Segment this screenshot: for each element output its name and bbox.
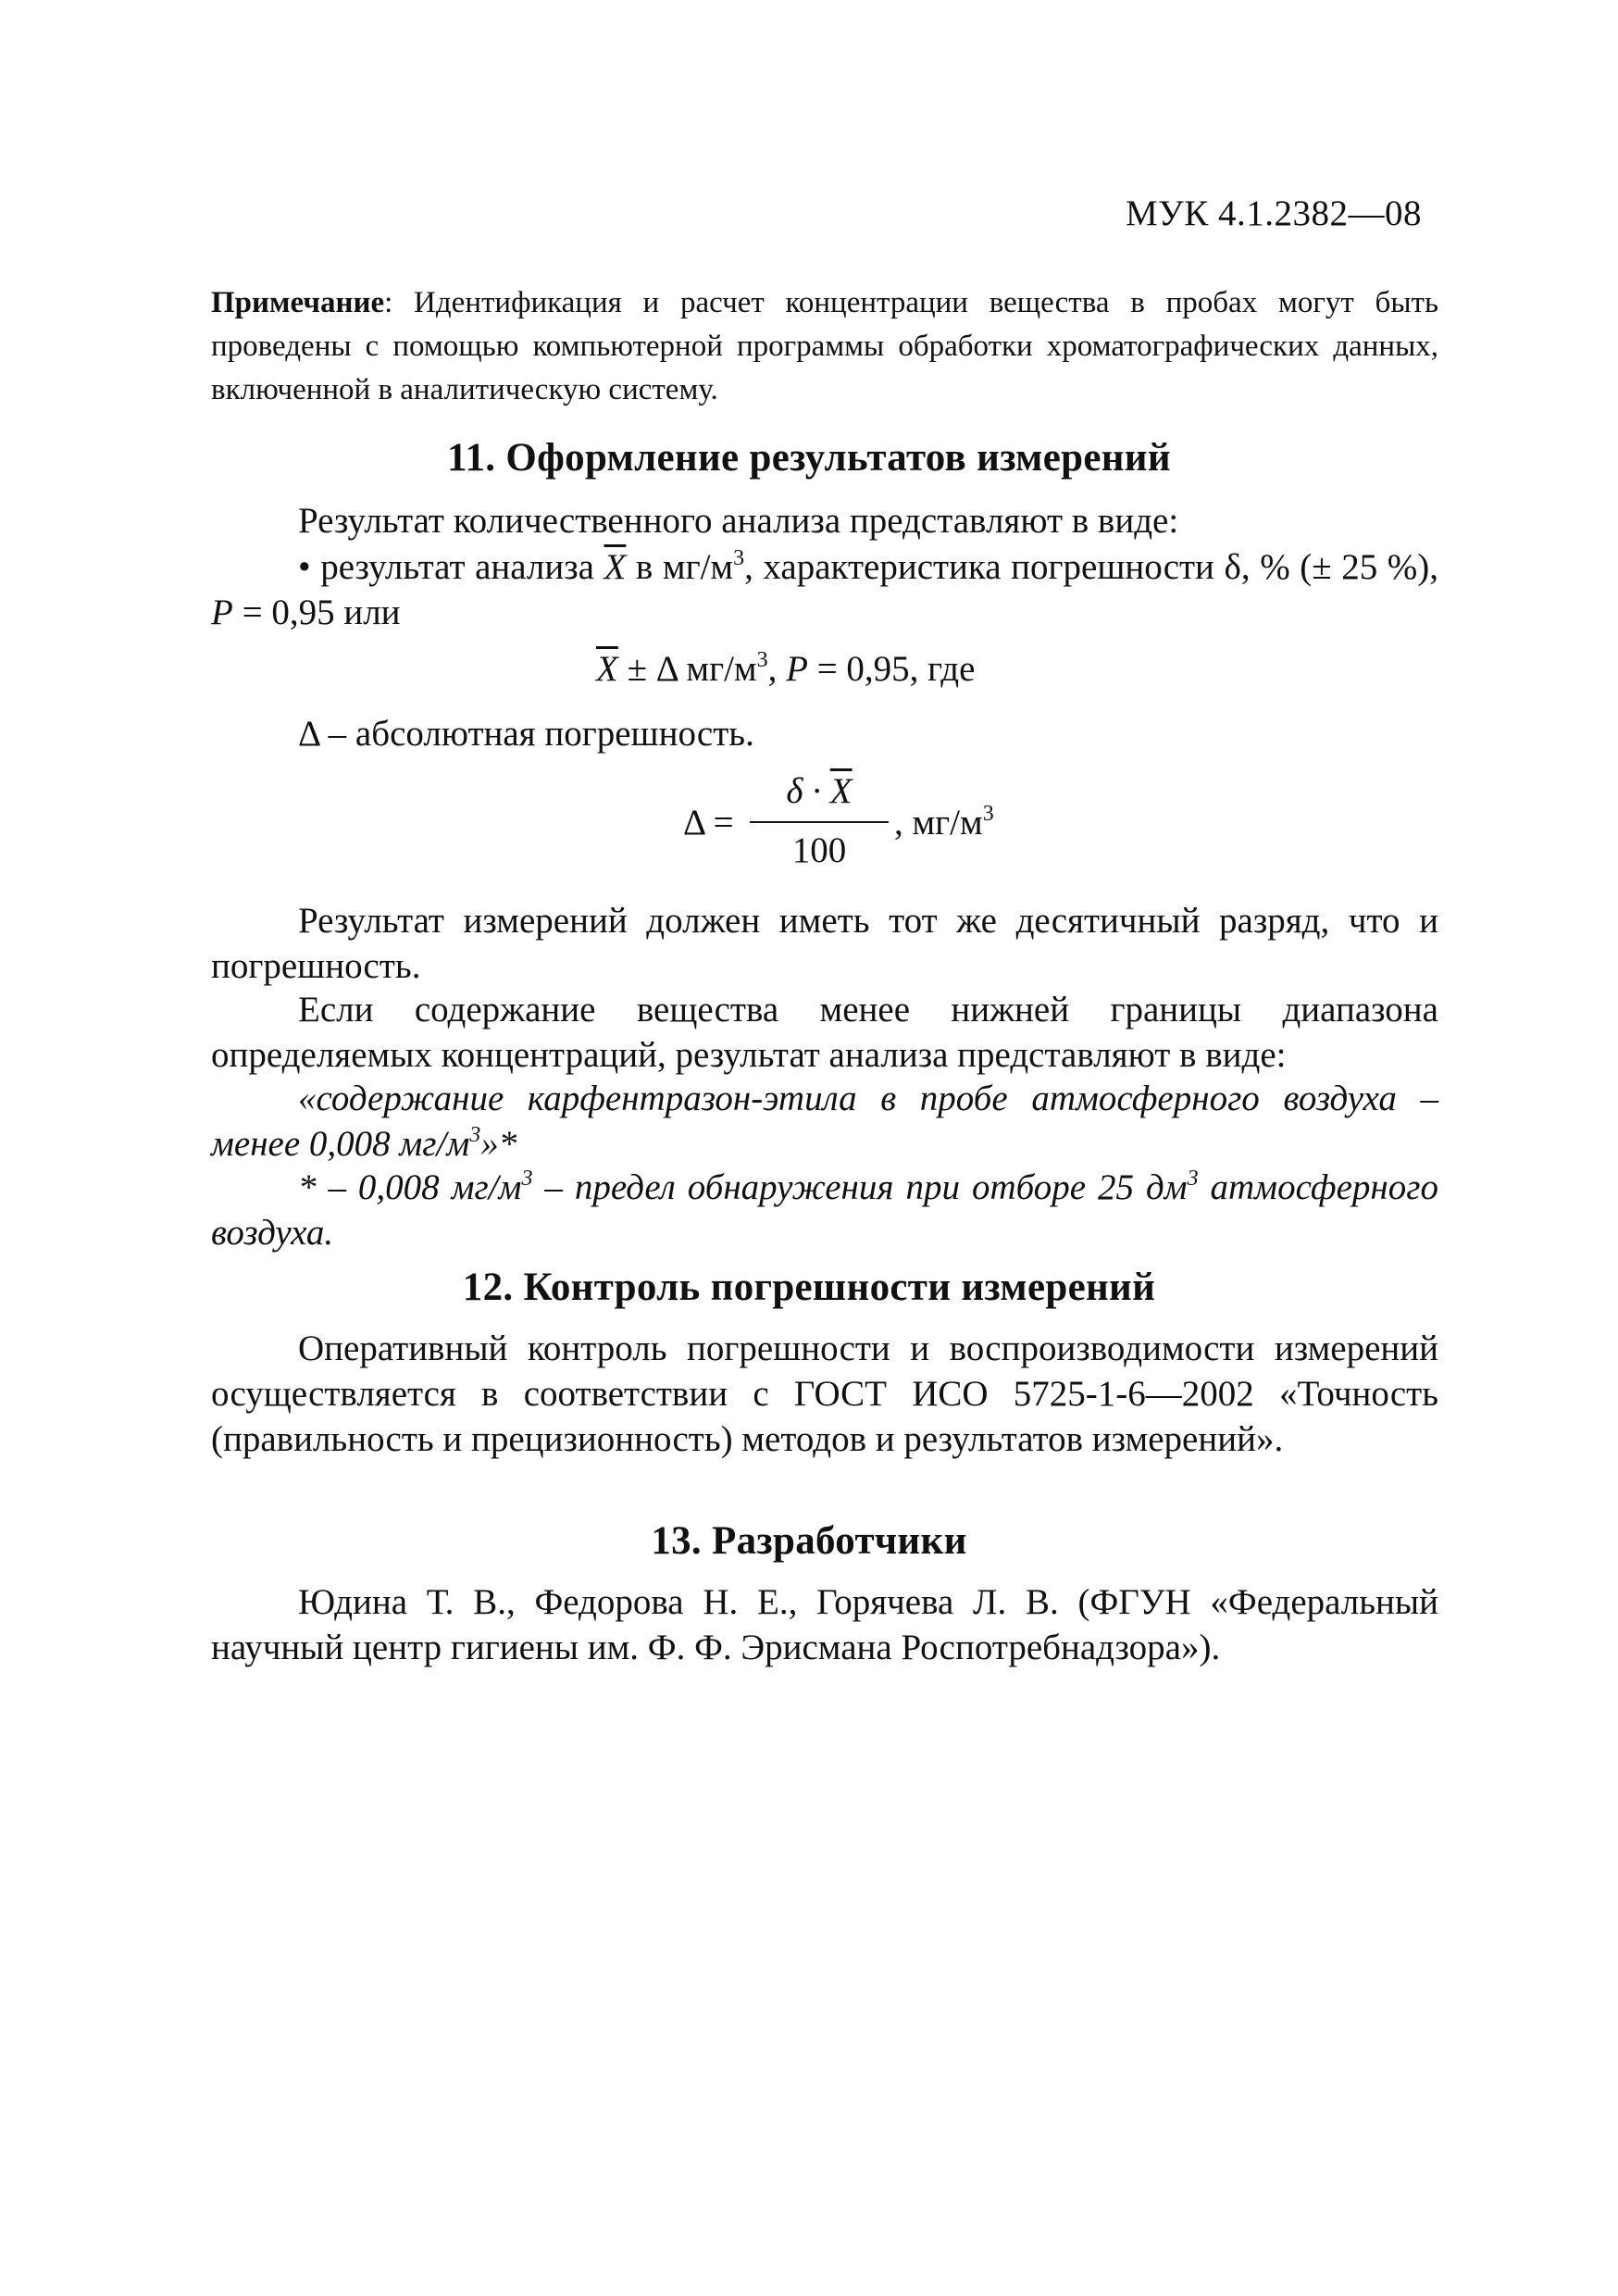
mean-x-symbol: $\overline{X}$: [604, 547, 627, 587]
section-13-text: Юдина Т. В., Федорова Н. Е., Горячева Л. В. (ФГУН «Федеральный научный центр гигиены им. Ф. Ф. Эрисмана Роспотребнадзора»).: [211, 1582, 1438, 1667]
footnote-text-c: атмосферного воздуха.: [211, 1167, 1438, 1253]
eq-mean-x: $\overline{X}$: [596, 649, 618, 689]
document-code: МУК 4.1.2382—08: [1125, 193, 1422, 233]
formula-num-delta: δ ·: [786, 771, 830, 811]
bullet-unit-exponent: 3: [733, 546, 745, 570]
eq-text-b: ,: [767, 649, 787, 689]
result-format-bullet: [211, 544, 1438, 635]
bullet-text-d: = 0,95 или: [232, 593, 401, 632]
bullet-text-a: • результат анализа: [298, 547, 604, 587]
eq-p-symbol: P: [786, 649, 808, 689]
delta-definition: Δ – абсолютная погрешность.: [298, 714, 754, 754]
section-11-intro: Результат количественного анализа представляют в виде:: [298, 501, 1179, 541]
section-13-heading: 13. Разработчики: [651, 1519, 967, 1563]
precision-rule: Результат измерений должен иметь тот же десятичный разряд, что и погрешность.: [211, 901, 1438, 986]
formula-numerator: [750, 770, 889, 812]
note-paragraph: [211, 281, 1438, 412]
result-equation: [596, 648, 975, 690]
bullet-text-c: , характеристика погрешности δ, % (± 25 %),: [744, 547, 1438, 587]
section-12-text: Оперативный контроль погрешности и воспроизводимости измерений осуществляется в соответствии с ГОСТ ИСО 5725-1-6—2002 «Точность (правильность и прецизионность) методов и результатов измерений».: [211, 1329, 1438, 1459]
formula-unit-exponent: 3: [982, 802, 994, 826]
eq-text-a: ± Δ мг/м: [617, 649, 757, 689]
formula-unit-text: , мг/м: [894, 803, 983, 842]
result-quote: [211, 1076, 1438, 1167]
footnote-exponent-1: 3: [521, 1167, 533, 1191]
formula-num-x: $\overline{X}$: [829, 771, 853, 811]
bullet-p-symbol: P: [211, 593, 233, 632]
footnote-text-a: * – 0,008 мг/м: [298, 1167, 522, 1207]
eq-unit-exponent: 3: [756, 648, 768, 672]
footnote-exponent-2: 3: [1187, 1167, 1199, 1191]
eq-text-c: = 0,95, где: [807, 649, 976, 689]
note-text: : Идентификация и расчет концентрации вещества в пробах могут быть проведены с помощью компьютерной программы обработки хроматографических данных, включенной в аналитическую систему.: [211, 286, 1438, 406]
formula-denominator: 100: [791, 830, 847, 870]
quote-text-b: »*: [480, 1124, 517, 1164]
quote-unit-exponent: 3: [469, 1123, 481, 1147]
section-12-heading: 12. Контроль погрешности измерений: [462, 1266, 1156, 1309]
footnote: [211, 1165, 1438, 1255]
delta-formula: [683, 770, 1109, 891]
formula-lhs: Δ =: [683, 803, 734, 842]
bullet-text-b: в мг/м: [626, 547, 734, 587]
fraction-bar: [750, 821, 889, 823]
footnote-text-b: – предел обнаружения при отборе 25 дм: [532, 1167, 1188, 1207]
note-label: Примечание: [211, 286, 385, 319]
formula-unit: [894, 802, 994, 843]
section-11-heading: 11. Оформление результатов измерений: [447, 436, 1171, 480]
quote-text-a: «содержание карфентразон-этила в пробе атмосферного воздуха – менее 0,008 мг/м: [211, 1079, 1438, 1164]
lower-limit-paragraph: Если содержание вещества менее нижней границы диапазона определяемых концентраций, результат анализа представляют в виде:: [211, 990, 1438, 1075]
